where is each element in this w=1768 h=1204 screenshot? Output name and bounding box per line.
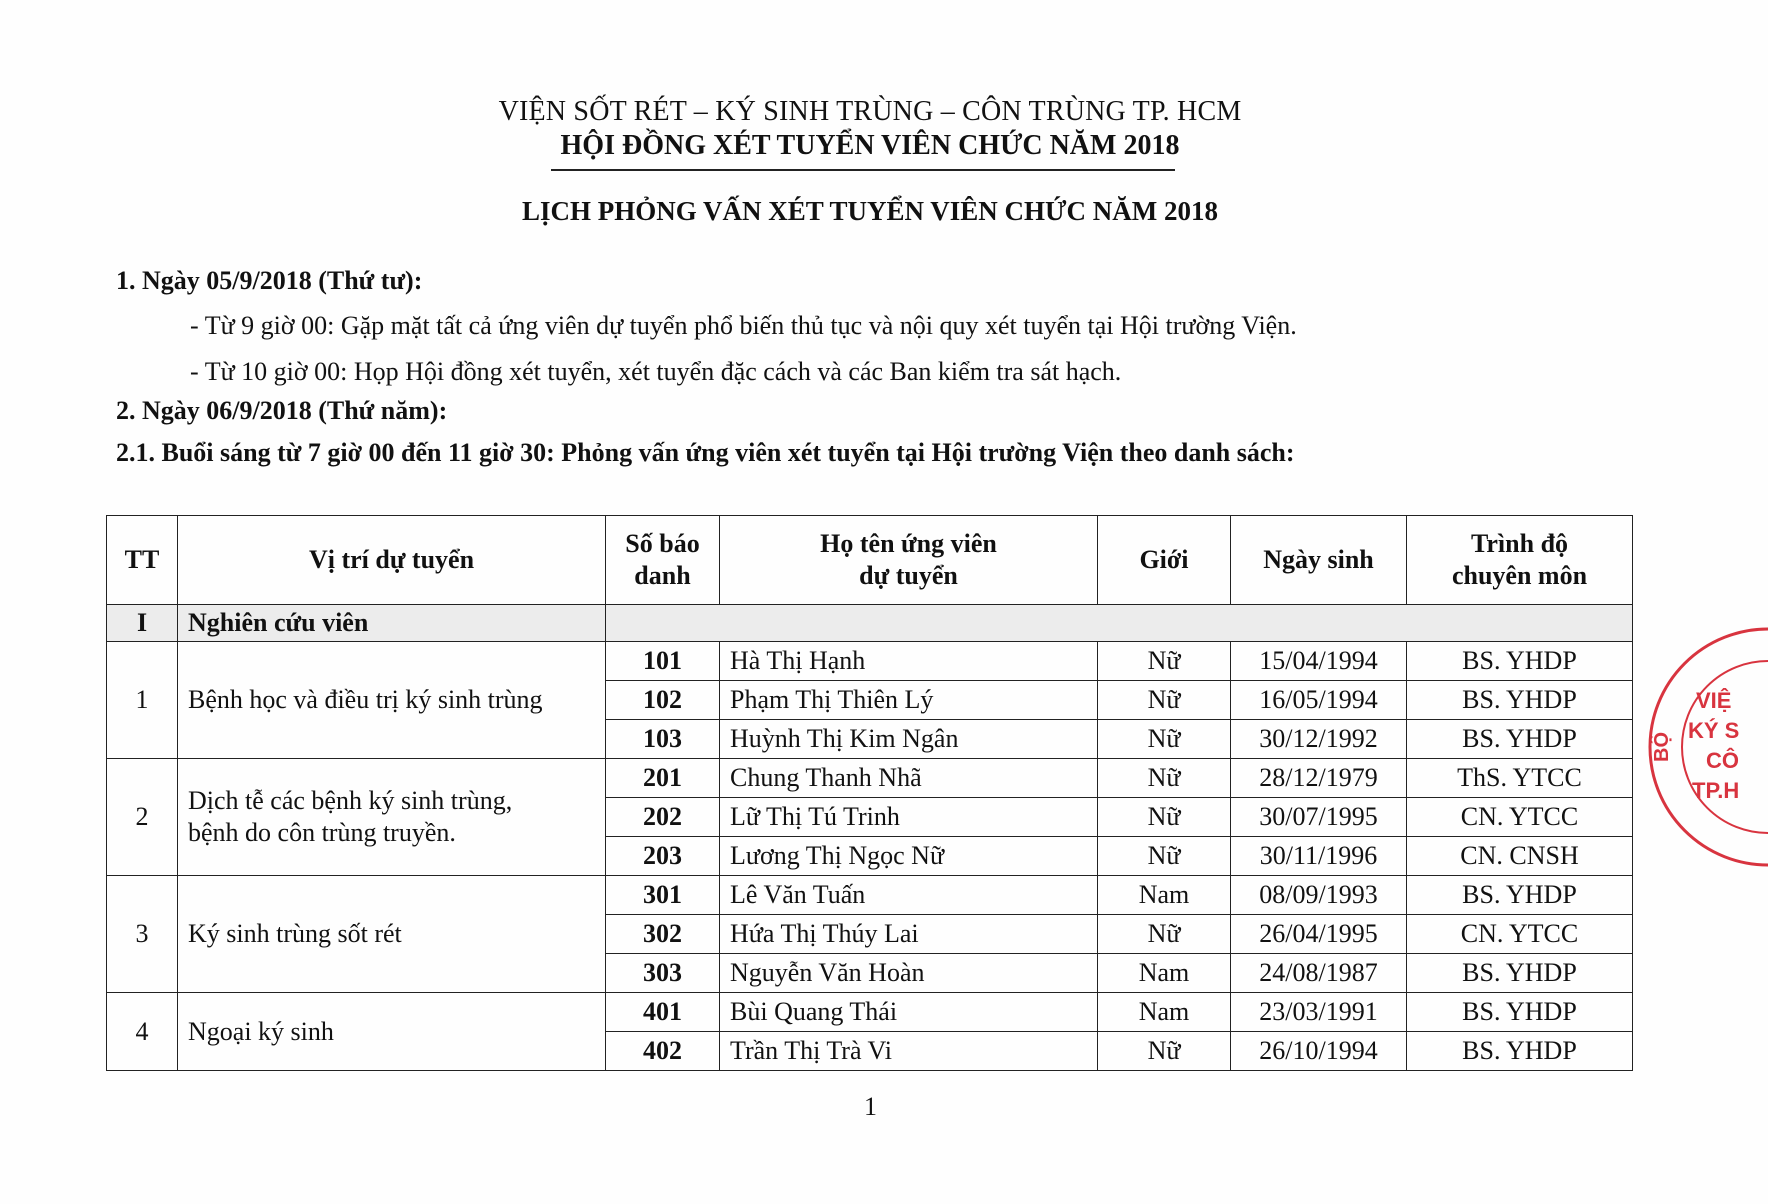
- candidate-number: 202: [606, 798, 720, 837]
- table-row: [107, 642, 1633, 681]
- stamp-text-1: VIỆ: [1696, 688, 1732, 713]
- candidate-dob: 15/04/1994: [1231, 642, 1407, 681]
- candidate-number: 302: [606, 915, 720, 954]
- candidate-gender: Nữ: [1098, 759, 1231, 798]
- candidate-name: Lê Văn Tuấn: [720, 876, 1098, 915]
- stamp-text-4: TP.H: [1692, 778, 1740, 803]
- organization-name: VIỆN SỐT RÉT – KÝ SINH TRÙNG – CÔN TRÙNG TP. HCM: [498, 96, 1242, 127]
- group-position: Dịch tễ các bệnh ký sinh trùng, bệnh do côn trùng truyền.: [178, 759, 606, 876]
- candidate-dob: 30/11/1996: [1231, 837, 1407, 876]
- candidate-gender: Nữ: [1098, 681, 1231, 720]
- official-stamp: [1648, 612, 1768, 872]
- candidate-dob: 28/12/1979: [1231, 759, 1407, 798]
- day1-item-2: - Từ 10 giờ 00: Họp Hội đồng xét tuyển, xét tuyển đặc cách và các Ban kiểm tra sát hạch.: [190, 357, 1122, 386]
- group-position: Ký sinh trùng sốt rét: [178, 876, 606, 993]
- candidate-level: BS. YHDP: [1407, 954, 1633, 993]
- candidate-level: BS. YHDP: [1407, 1032, 1633, 1071]
- section-filler: [606, 605, 1633, 642]
- header-dob: Ngày sinh: [1231, 516, 1407, 605]
- candidate-gender: Nữ: [1098, 720, 1231, 759]
- candidate-dob: 26/10/1994: [1231, 1032, 1407, 1071]
- candidate-dob: 16/05/1994: [1231, 681, 1407, 720]
- day1-heading: 1. Ngày 05/9/2018 (Thứ tư):: [116, 266, 423, 295]
- group-tt: 3: [107, 876, 178, 993]
- candidate-level: CN. CNSH: [1407, 837, 1633, 876]
- candidate-name: Phạm Thị Thiên Lý: [720, 681, 1098, 720]
- header-level: Trình độ chuyên môn: [1407, 516, 1633, 605]
- group-tt: 2: [107, 759, 178, 876]
- section-row: [107, 605, 1633, 642]
- candidate-gender: Nam: [1098, 954, 1231, 993]
- page-number: 1: [864, 1092, 877, 1121]
- candidate-level: BS. YHDP: [1407, 681, 1633, 720]
- candidate-gender: Nam: [1098, 876, 1231, 915]
- day1-item-1: - Từ 9 giờ 00: Gặp mặt tất cả ứng viên dự tuyển phổ biến thủ tục và nội quy xét tuyển tại Hội trường Viện.: [190, 311, 1297, 340]
- candidate-level: CN. YTCC: [1407, 798, 1633, 837]
- candidate-name: Bùi Quang Thái: [720, 993, 1098, 1032]
- candidate-gender: Nữ: [1098, 642, 1231, 681]
- group-position: Bệnh học và điều trị ký sinh trùng: [178, 642, 606, 759]
- candidate-number: 101: [606, 642, 720, 681]
- candidate-number: 301: [606, 876, 720, 915]
- candidate-level: BS. YHDP: [1407, 720, 1633, 759]
- candidate-level: BS. YHDP: [1407, 993, 1633, 1032]
- interview-schedule-table: [106, 515, 1633, 1071]
- candidate-name: Huỳnh Thị Kim Ngân: [720, 720, 1098, 759]
- day2-morning-heading: 2.1. Buổi sáng từ 7 giờ 00 đến 11 giờ 30: Phỏng vấn ứng viên xét tuyển tại Hội trường Viện theo danh sách:: [116, 438, 1295, 467]
- candidate-number: 203: [606, 837, 720, 876]
- candidate-dob: 08/09/1993: [1231, 876, 1407, 915]
- candidate-name: Hứa Thị Thúy Lai: [720, 915, 1098, 954]
- section-index: I: [107, 605, 178, 642]
- section-label: Nghiên cứu viên: [178, 605, 606, 642]
- candidate-name: Lữ Thị Tú Trinh: [720, 798, 1098, 837]
- candidate-gender: Nữ: [1098, 915, 1231, 954]
- candidate-name: Hà Thị Hạnh: [720, 642, 1098, 681]
- candidate-level: ThS. YTCC: [1407, 759, 1633, 798]
- candidate-level: BS. YHDP: [1407, 642, 1633, 681]
- candidate-number: 401: [606, 993, 720, 1032]
- header-gender: Giới: [1098, 516, 1231, 605]
- table-header-row: [107, 516, 1633, 605]
- stamp-side-text: BỘ: [1651, 732, 1673, 762]
- day2-heading: 2. Ngày 06/9/2018 (Thứ năm):: [116, 396, 448, 425]
- header-position: Vị trí dự tuyển: [178, 516, 606, 605]
- table-row: [107, 759, 1633, 798]
- candidate-gender: Nam: [1098, 993, 1231, 1032]
- candidate-number: 402: [606, 1032, 720, 1071]
- candidate-dob: 30/12/1992: [1231, 720, 1407, 759]
- header-number: Số báo danh: [606, 516, 720, 605]
- table-row: [107, 876, 1633, 915]
- candidate-name: Trần Thị Trà Vi: [720, 1032, 1098, 1071]
- document-title: LỊCH PHỎNG VẤN XÉT TUYỂN VIÊN CHỨC NĂM 2018: [521, 196, 1219, 226]
- candidate-level: CN. YTCC: [1407, 915, 1633, 954]
- candidate-number: 201: [606, 759, 720, 798]
- candidate-dob: 26/04/1995: [1231, 915, 1407, 954]
- stamp-text-2: KÝ S: [1688, 718, 1740, 743]
- header-name: Họ tên ứng viên dự tuyển: [720, 516, 1098, 605]
- candidate-number: 303: [606, 954, 720, 993]
- candidate-number: 102: [606, 681, 720, 720]
- council-underline: [551, 169, 1175, 171]
- candidate-gender: Nữ: [1098, 798, 1231, 837]
- table-row: [107, 993, 1633, 1032]
- stamp-text-3: CÔ: [1706, 748, 1739, 773]
- candidate-name: Chung Thanh Nhã: [720, 759, 1098, 798]
- candidate-gender: Nữ: [1098, 837, 1231, 876]
- council-name: HỘI ĐỒNG XÉT TUYỂN VIÊN CHỨC NĂM 2018: [560, 130, 1180, 161]
- group-tt: 1: [107, 642, 178, 759]
- candidate-level: BS. YHDP: [1407, 876, 1633, 915]
- header-tt: TT: [107, 516, 178, 605]
- group-position: Ngoại ký sinh: [178, 993, 606, 1071]
- candidate-dob: 23/03/1991: [1231, 993, 1407, 1032]
- group-tt: 4: [107, 993, 178, 1071]
- candidate-dob: 30/07/1995: [1231, 798, 1407, 837]
- candidate-number: 103: [606, 720, 720, 759]
- candidate-name: Lương Thị Ngọc Nữ: [720, 837, 1098, 876]
- candidate-dob: 24/08/1987: [1231, 954, 1407, 993]
- candidate-gender: Nữ: [1098, 1032, 1231, 1071]
- candidate-name: Nguyễn Văn Hoàn: [720, 954, 1098, 993]
